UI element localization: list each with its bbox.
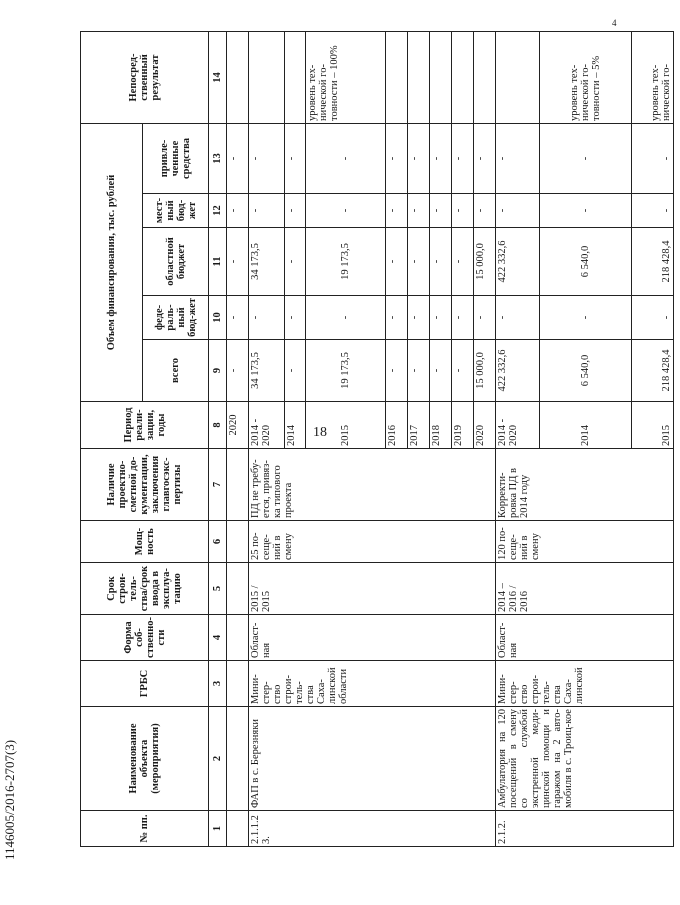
col-number: 7 [209, 449, 227, 521]
attracted-cell: - [386, 124, 408, 194]
object-form: Област-ная [249, 615, 496, 661]
header-total: всего [143, 340, 209, 402]
document-code: 1146005/2016-2707(3) [2, 739, 17, 860]
col-number: 10 [209, 296, 227, 340]
total-cell: - [386, 340, 408, 402]
column-numbers-row [209, 32, 227, 847]
attracted-cell: - [306, 124, 386, 194]
result-cell [249, 32, 285, 124]
total-cell: 19 173,5 [306, 340, 386, 402]
object-term: 2015 / 2015 [249, 563, 496, 615]
attracted-cell: - [249, 124, 285, 194]
year-cell: 2020 [474, 402, 496, 449]
result-cell [408, 32, 430, 124]
page-number: 18 [313, 425, 327, 440]
local-cell: - [306, 194, 386, 228]
header-regional: областной бюджет [143, 228, 209, 296]
federal-cell: - [540, 296, 632, 340]
federal-cell: - [496, 296, 540, 340]
object-power: 25 по-сеще-ний в смену [249, 521, 496, 563]
year-cell: 2020 [227, 402, 249, 449]
federal-cell: - [408, 296, 430, 340]
year-cell: 2017 [408, 402, 430, 449]
header-attracted: привле-ченные средства [143, 124, 209, 194]
result-cell [430, 32, 452, 124]
table-row [496, 32, 540, 847]
col-number: 2 [209, 707, 227, 811]
regional-cell: - [386, 228, 408, 296]
col-number: 4 [209, 615, 227, 661]
local-cell: - [386, 194, 408, 228]
table-row: 2020 - - - - - [227, 32, 249, 847]
col-number: 6 [209, 521, 227, 563]
total-cell: 6 540,0 [540, 340, 632, 402]
year-cell: 2014 [285, 402, 306, 449]
federal-cell: - [452, 296, 474, 340]
col-number: 3 [209, 661, 227, 707]
attracted-cell: - [452, 124, 474, 194]
table-row [249, 32, 285, 847]
result-cell [496, 32, 540, 124]
funding-table [80, 31, 674, 847]
local-cell: - [249, 194, 285, 228]
attracted-cell: - [408, 124, 430, 194]
regional-cell: - [452, 228, 474, 296]
object-psd: Корректи-ровка ПД в 2014 году [496, 449, 674, 521]
corner-mark: 4 [612, 18, 617, 28]
regional-cell: 15 000,0 [474, 228, 496, 296]
object-psd: ПД не требу-ется, привяз-ка типового проекта [249, 449, 496, 521]
total-cell: 15 000,0 [474, 340, 496, 402]
regional-cell: - [430, 228, 452, 296]
local-cell: - [408, 194, 430, 228]
total-cell: - [285, 340, 306, 402]
total-cell: 34 173,5 [249, 340, 285, 402]
object-name: Амбулатория на 120 посещений в смену со службой экстренной меди-цинской помощи и гаражом на 2 авто-мобиля в с. Троиц-кое [496, 707, 674, 811]
local-cell: - [452, 194, 474, 228]
header-local: мест-ный бюд-жет [143, 194, 209, 228]
result-cell [386, 32, 408, 124]
local-cell: - [430, 194, 452, 228]
regional-cell: 218 428,4 [632, 228, 674, 296]
year-cell: 2014 - 2020 [249, 402, 285, 449]
local-cell: - [496, 194, 540, 228]
local-cell: - [540, 194, 632, 228]
col-number: 8 [209, 402, 227, 449]
object-name: ФАП в с. Березняки [249, 707, 496, 811]
header-result: Непосред-ственный результат [81, 32, 209, 124]
result-cell: уровень тех-нической го-товности – 100% [306, 32, 386, 124]
federal-cell: - [386, 296, 408, 340]
object-power: 120 по-сеще-ний в смену [496, 521, 674, 563]
header-federal: феде-раль-ный бюд-жет [143, 296, 209, 340]
local-cell: - [632, 194, 674, 228]
federal-cell: - [474, 296, 496, 340]
year-cell: 2018 [430, 402, 452, 449]
year-cell: 2014 - 2020 [496, 402, 540, 449]
object-form: Област-ная [496, 615, 674, 661]
regional-cell: 34 173,5 [249, 228, 285, 296]
header-name: Наименование объекта (мероприятия) [81, 707, 209, 811]
result-cell: уровень тех-нической го-товности – 5% [540, 32, 632, 124]
object-grbs: Мини-стер-ство строи-тель-ства Саха-линской области [249, 661, 496, 707]
federal-cell: - [285, 296, 306, 340]
object-number: 2.1.1.23. [249, 811, 496, 847]
attracted-cell: - [632, 124, 674, 194]
regional-cell: - [285, 228, 306, 296]
federal-cell: - [430, 296, 452, 340]
header-form: Форма соб-ственно-сти [81, 615, 209, 661]
attracted-cell: - [285, 124, 306, 194]
object-grbs: Мини-стер-ство строи-тель-ства Саха-линской [496, 661, 674, 707]
result-cell [452, 32, 474, 124]
col-number: 11 [209, 228, 227, 296]
header-psd: Наличие проектно-сметной до-кументации, заключения главгосэкс-пертизы [81, 449, 209, 521]
result-cell: уровень тех-нической го- [632, 32, 674, 124]
header-row-1 [81, 32, 143, 847]
federal-cell: - [249, 296, 285, 340]
header-num: № пп. [81, 811, 209, 847]
object-term: 2014 – 2016 / 2016 [496, 563, 674, 615]
federal-cell: - [632, 296, 674, 340]
header-power: Мощ-ность [81, 521, 209, 563]
result-cell [474, 32, 496, 124]
attracted-cell: - [430, 124, 452, 194]
regional-cell: 422 332,6 [496, 228, 540, 296]
col-number: 13 [209, 124, 227, 194]
rotated-table-wrapper [80, 32, 680, 847]
year-cell: 2016 [386, 402, 408, 449]
col-number: 5 [209, 563, 227, 615]
year-cell: 2015 [632, 402, 674, 449]
total-cell: - [452, 340, 474, 402]
local-cell: - [474, 194, 496, 228]
year-cell: 2019 [452, 402, 474, 449]
total-cell: 422 332,6 [496, 340, 540, 402]
object-number: 2.1.2. [496, 811, 674, 847]
col-number: 14 [209, 32, 227, 124]
col-number: 12 [209, 194, 227, 228]
header-funding: Объем финансирования, тыс. рублей [81, 124, 143, 402]
col-number: 1 [209, 811, 227, 847]
year-cell: 2015 [306, 402, 386, 449]
federal-cell: - [306, 296, 386, 340]
regional-cell: - [408, 228, 430, 296]
year-cell: 2014 [540, 402, 632, 449]
attracted-cell: - [540, 124, 632, 194]
regional-cell: 19 173,5 [306, 228, 386, 296]
attracted-cell: - [474, 124, 496, 194]
total-cell: - [408, 340, 430, 402]
attracted-cell: - [496, 124, 540, 194]
header-grbs: ГРБС [81, 661, 209, 707]
total-cell: 218 428,4 [632, 340, 674, 402]
result-cell [285, 32, 306, 124]
total-cell: - [430, 340, 452, 402]
header-period: Период реали-зации, годы [81, 402, 209, 449]
local-cell: - [285, 194, 306, 228]
header-term: Срок строи-тель-ства/срок ввода в эксплуа-тацию [81, 563, 209, 615]
col-number: 9 [209, 340, 227, 402]
regional-cell: 6 540,0 [540, 228, 632, 296]
